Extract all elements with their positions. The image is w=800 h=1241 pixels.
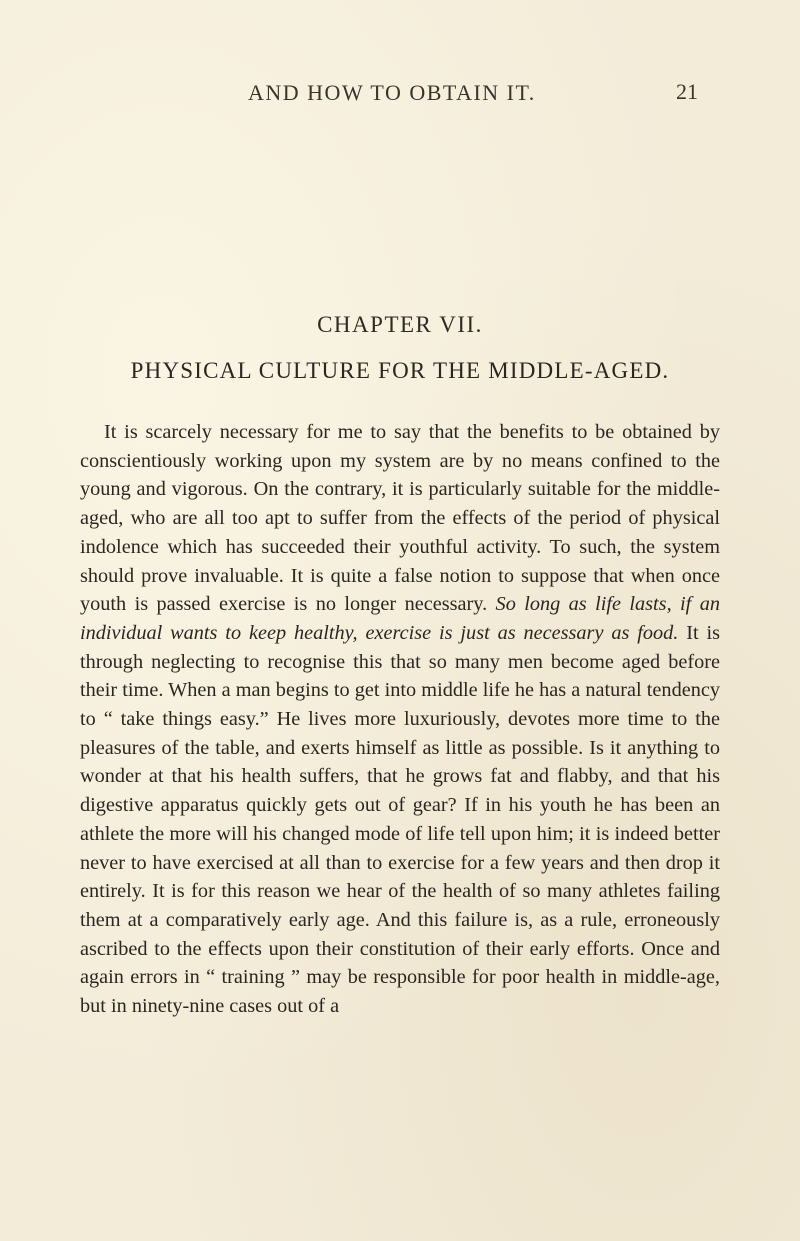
chapter-title: PHYSICAL CULTURE FOR THE MIDDLE-AGED. — [130, 358, 670, 383]
chapter-label: CHAPTER VII. — [317, 312, 483, 337]
running-head: AND HOW TO OBTAIN IT. — [248, 80, 536, 105]
emphasized-sentence: So long as life lasts, if an individual wants to keep healthy, exercise is just as necessary as food. — [80, 593, 720, 644]
page-number: 21 — [676, 79, 698, 104]
paragraph-text-part2: It is through neglecting to recognise this that so many men become aged before their time. When a man begins to get into middle life he has a natural tendency to “ take things easy.” He lives more luxuriously, devotes more time to the pleasures of the table, and exerts himself as little as possible. Is it anything to wonder at that his health suffers, that he grows fat and flabby, and that his digestive apparatus quickly gets out of gear? If in his youth he has been an athlete the more will his changed mode of life tell upon him; it is indeed better never to have exercised at all than to exercise for a few years and then drop it entirely. It is for this reason we hear of the health of so many athletes failing them at a comparatively early age. And this failure is, as a rule, erroneously ascribed to the effects upon their constitution of their early efforts. Once and again errors in “ training ” may be responsible for poor health in middle-age, but in ninety-nine cases out of a — [80, 621, 720, 1018]
body-text — [80, 418, 720, 1021]
paragraph — [80, 418, 720, 1021]
paragraph-text-part1: It is scarcely necessary for me to say that the benefits to be obtained by conscientiously working upon my system are by no means confined to the young and vigorous. On the contrary, it is particularly suitable for the middle-aged, who are all too apt to suffer from the effects of the period of physical indolence which has succeeded their youthful activity. To such, the system should prove invaluable. It is quite a false notion to suppose that when once youth is passed exercise is no longer necessary. — [80, 421, 720, 616]
